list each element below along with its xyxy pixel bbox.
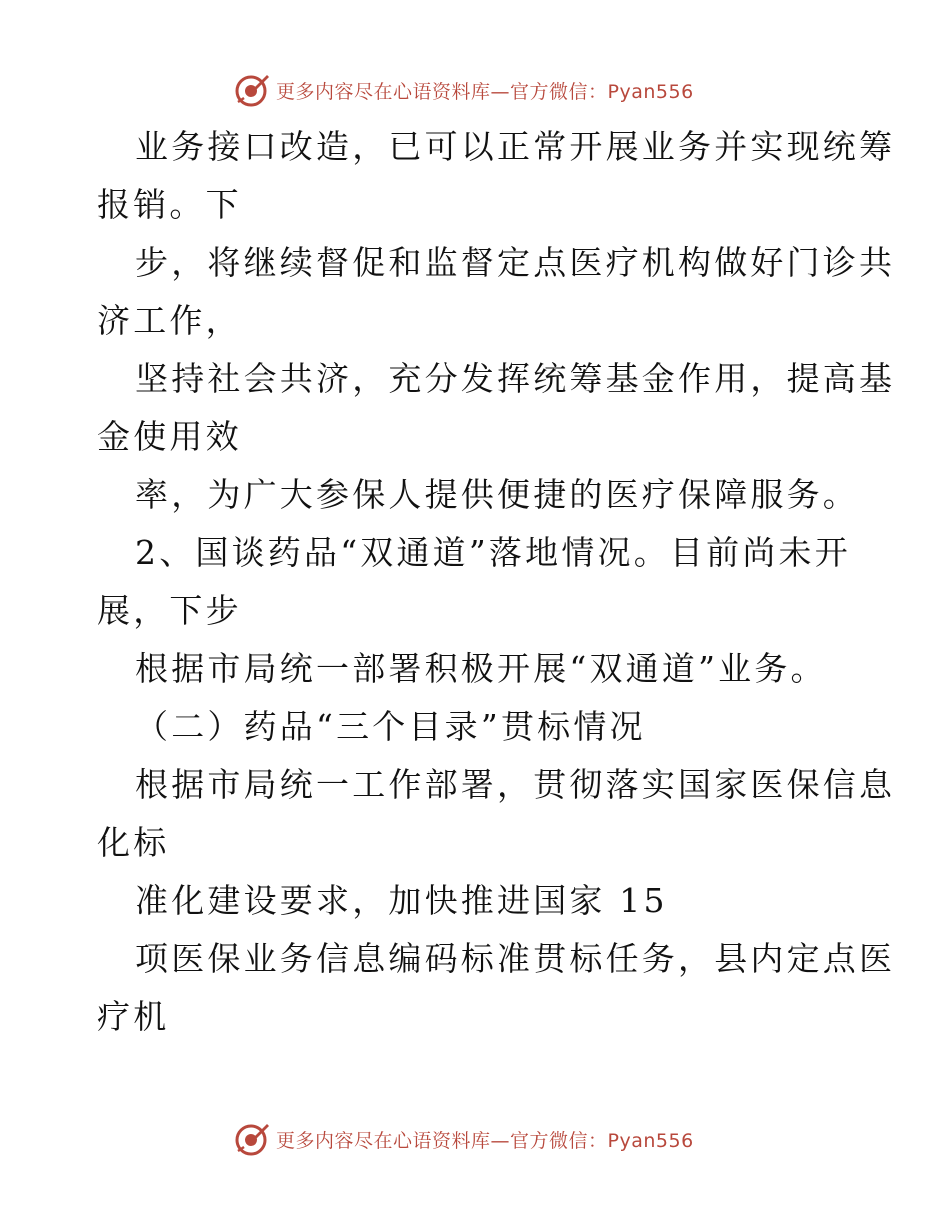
document-body [0,118,950,1046]
body-text-line: 根据市局统一部署积极开展“双通道”业务。 [135,649,827,688]
body-text-line: （二）药品“三个目录”贯标情况 [135,707,646,746]
body-text-line: 展，下步 [97,591,242,630]
body-text-line: 金使用效 [97,417,242,456]
body-text-line: 率，为广大参保人提供便捷的医疗保障服务。 [135,475,859,514]
body-text-line: 步，将继续督促和监督定点医疗机构做好门诊共 [135,243,896,282]
body-text-line: 疗机 [97,997,170,1036]
watermark-text: 更多内容尽在心语资料库—官方微信：Pyan556 [276,1129,694,1152]
body-text-line: 准化建设要求，加快推进国家 15 [135,881,668,920]
body-text-line: 业务接口改造，已可以正常开展业务并实现统筹 [135,127,896,166]
header-watermark [234,70,694,110]
red-pen-circle-icon [234,1121,270,1157]
body-text-line: 根据市局统一工作部署，贯彻落实国家医保信息 [135,765,896,804]
body-text-line: 项医保业务信息编码标准贯标任务，县内定点医 [135,939,896,978]
body-text-line: 2、国谈药品“双通道”落地情况。目前尚未开 [135,533,851,572]
watermark-text: 更多内容尽在心语资料库—官方微信：Pyan556 [276,80,694,103]
footer-watermark [234,1119,694,1159]
body-text-line: 报销。下 [97,185,242,224]
body-text-line: 济工作， [97,301,242,340]
red-pen-circle-icon [234,72,270,108]
body-text-line: 化标 [97,823,170,862]
body-text-line: 坚持社会共济，充分发挥统筹基金作用，提高基 [135,359,896,398]
